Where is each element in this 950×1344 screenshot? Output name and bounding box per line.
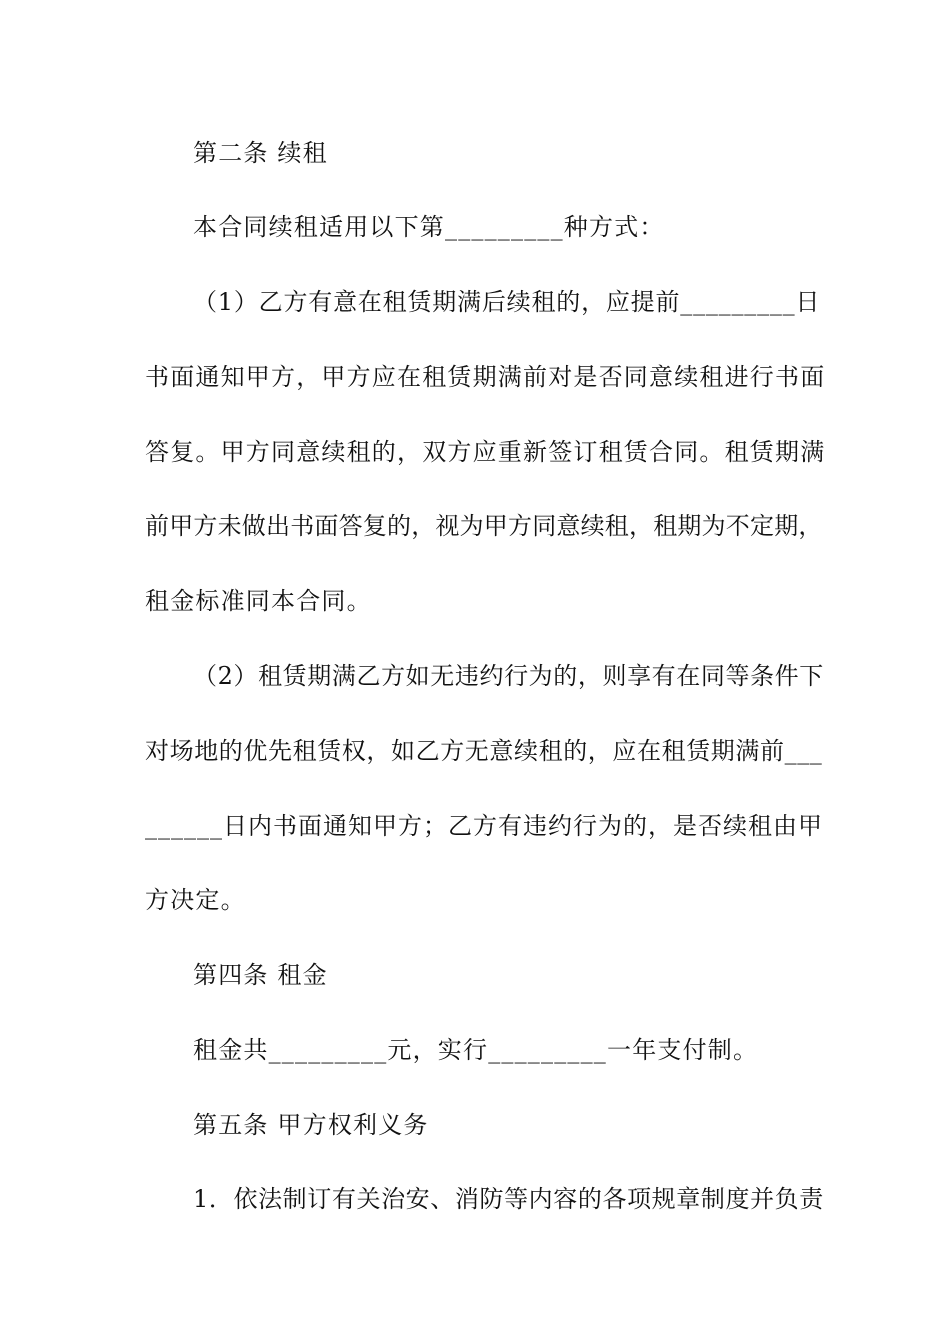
article-4-heading: 第四条 租金: [193, 961, 328, 989]
rent-line: 租金共_________元，实行_________一年支付制。: [193, 1036, 759, 1064]
clause-2-line-1: （2）租赁期满乙方如无违约行为的，则享有在同等条件下: [193, 662, 824, 690]
clause-1-line-2: 书面通知甲方，甲方应在租赁期满前对是否同意续租进行书面: [145, 363, 826, 391]
clause-1-line-3: 答复。甲方同意续租的，双方应重新签订租赁合同。租赁期满: [145, 438, 826, 466]
article-5-heading: 第五条 甲方权利义务: [193, 1111, 429, 1139]
clause-1-line-4: 前甲方未做出书面答复的，视为甲方同意续租，租期为不定期，: [145, 512, 823, 540]
clause-1-line-1: （1）乙方有意在租赁期满后续租的，应提前_________日: [193, 288, 821, 316]
article-5-item-1: 1．依法制订有关治安、消防等内容的各项规章制度并负责: [193, 1185, 824, 1213]
clause-2-line-3: ______日内书面通知甲方；乙方有违约行为的，是否续租由甲: [145, 812, 823, 840]
article-2-heading: 第二条 续租: [193, 139, 328, 167]
clause-2-line-4: 方决定。: [145, 886, 246, 914]
clause-1-line-5: 租金标准同本合同。: [145, 587, 372, 615]
renewal-method-line: 本合同续租适用以下第_________种方式：: [193, 213, 665, 241]
clause-2-line-2: 对场地的优先租赁权，如乙方无意续租的，应在租赁期满前___: [145, 737, 823, 765]
